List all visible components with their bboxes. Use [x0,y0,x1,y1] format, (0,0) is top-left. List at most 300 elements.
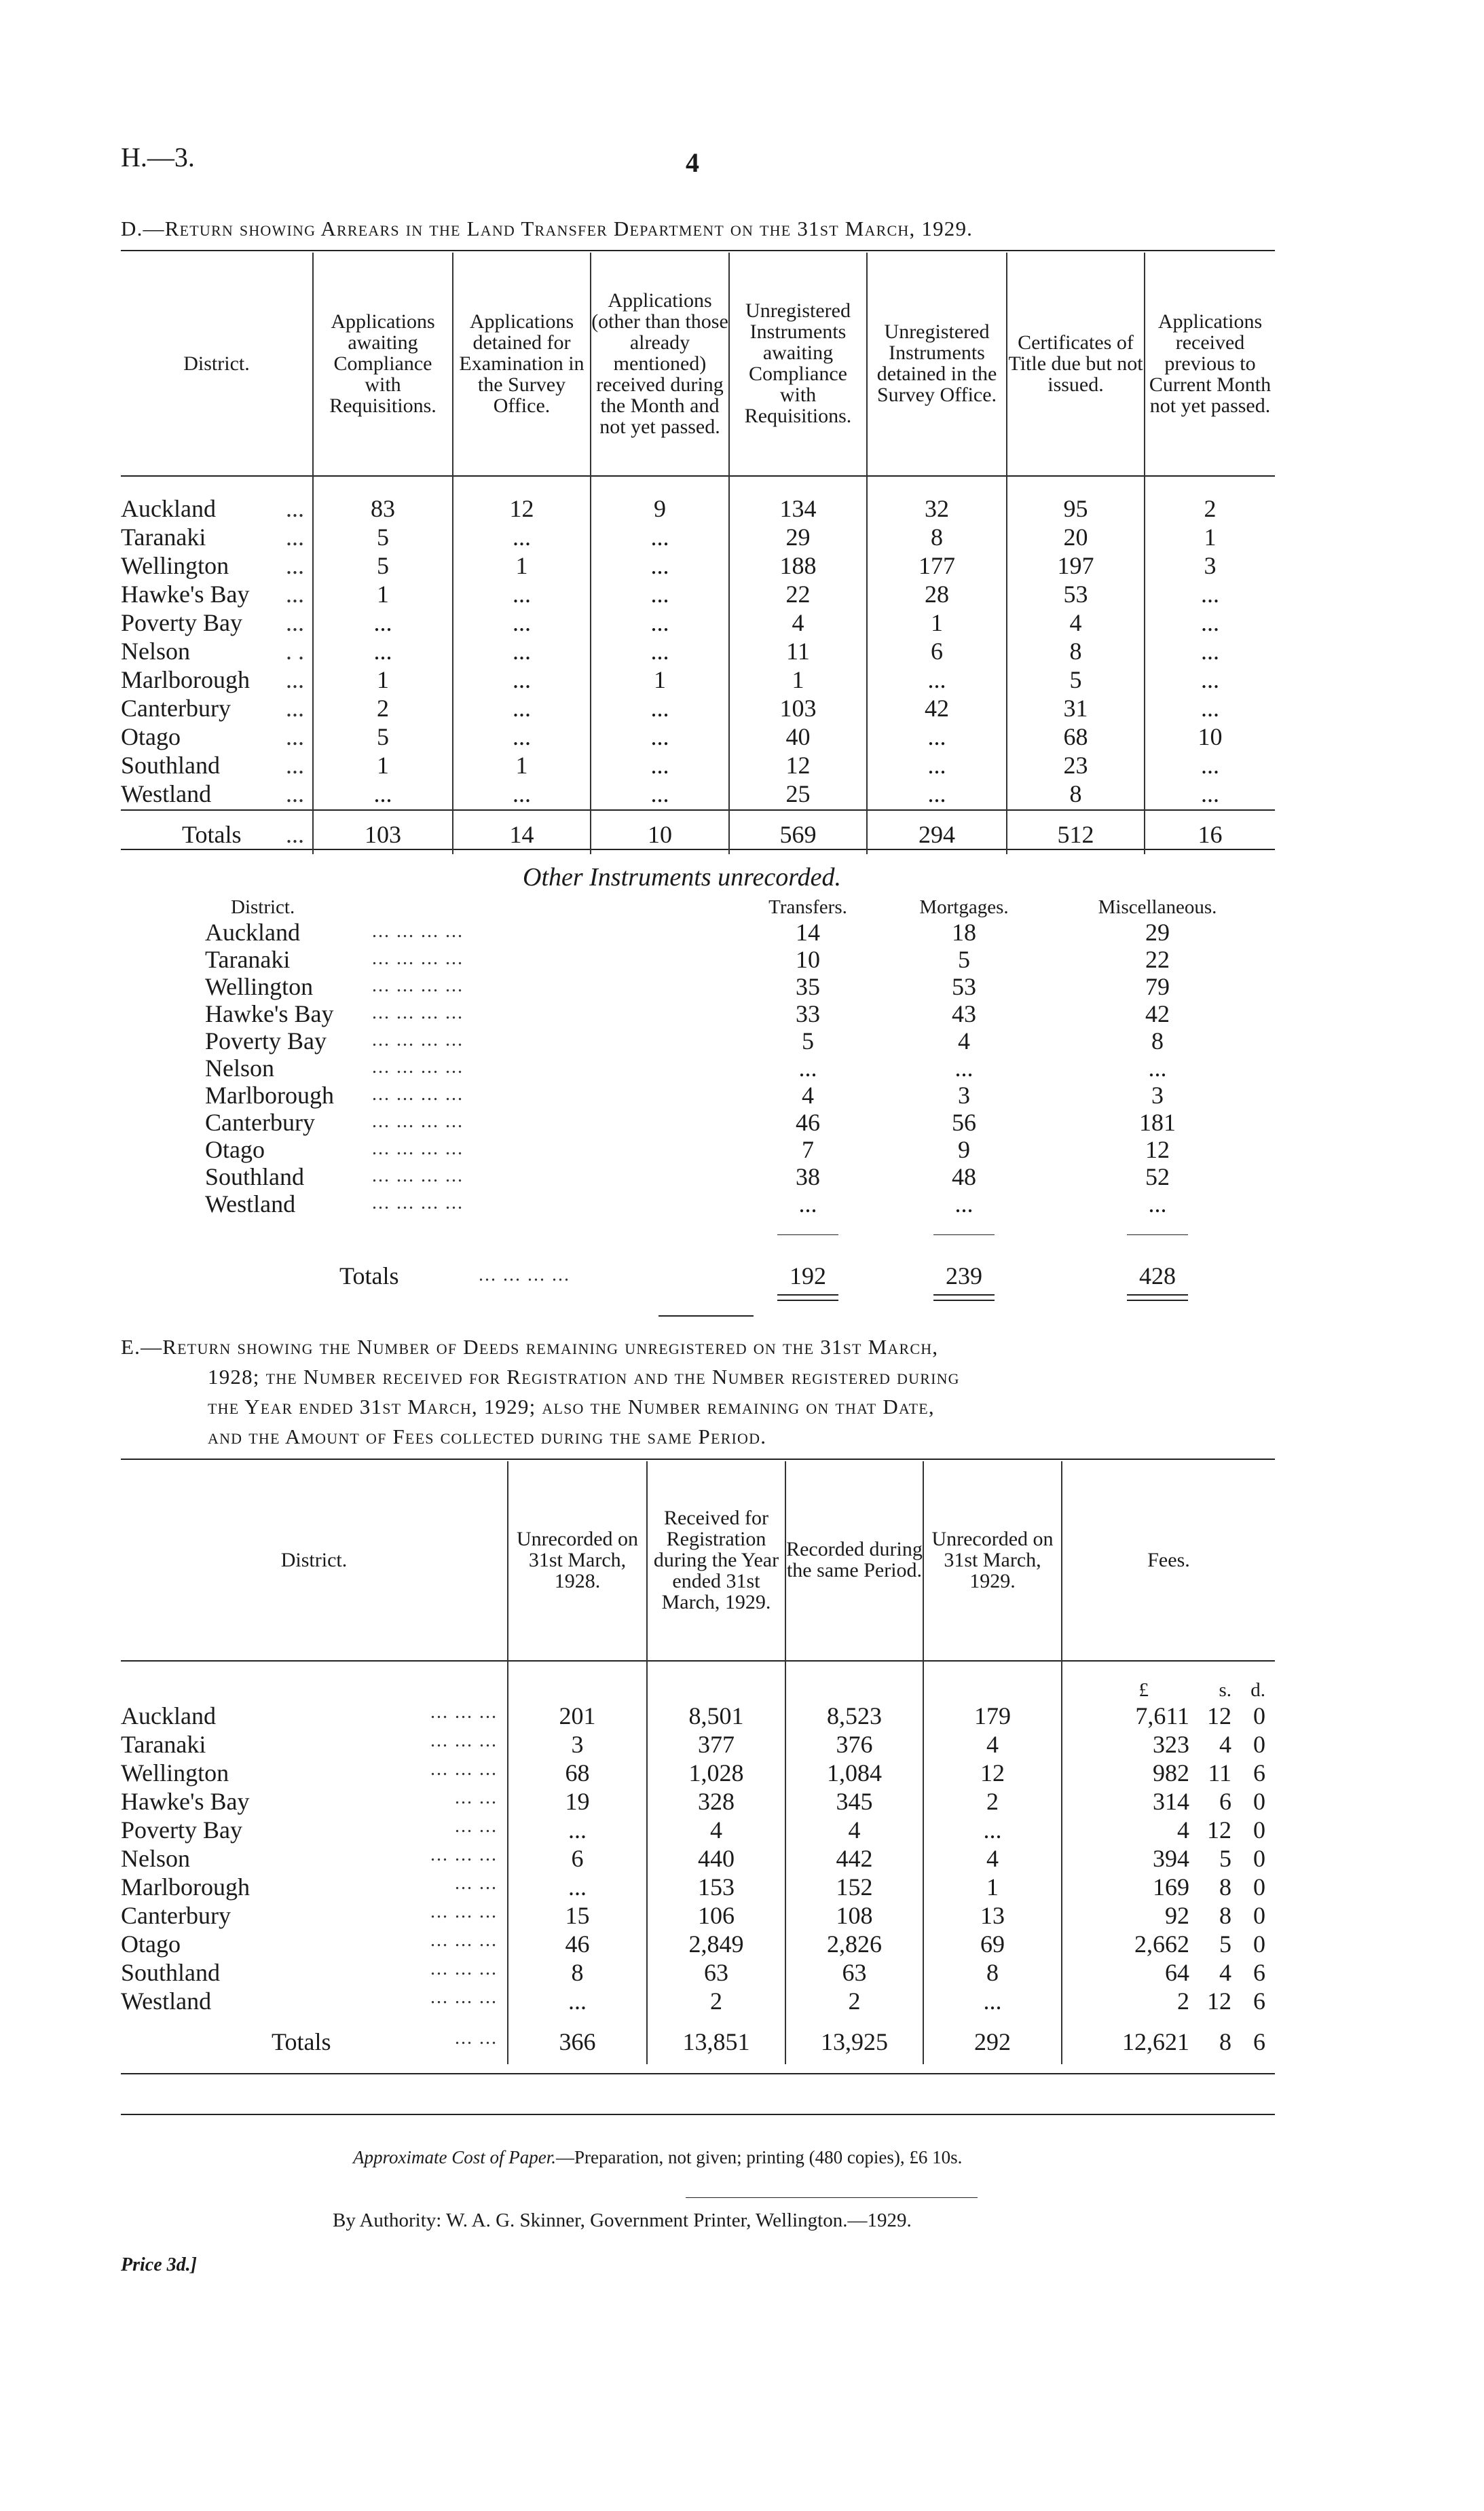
leader-dots: ... [286,552,304,579]
table-row [121,580,1275,608]
value-cell: 377 [647,1730,785,1759]
leader-dots: ... ... ... ... [372,1029,464,1050]
value-cell: 2,849 [647,1930,785,1958]
leader-dots: ... ... ... [430,1958,498,1979]
value-cell: 4 [729,608,867,637]
table-row [121,1987,1275,2015]
district-cell [121,665,313,694]
value-cell: 95 [1007,494,1145,523]
value-cell: ... [1145,580,1275,608]
fees-pence: 0 [1253,1873,1265,1901]
value-cell: ... [923,1816,1062,1844]
table-d [121,253,1275,854]
value-cell: 23 [1007,751,1145,780]
district-cell [121,694,313,722]
fees-cell [1062,1958,1275,1987]
leader-dots: ... ... [455,1816,498,1837]
value-cell: 31 [1007,694,1145,722]
table-row [121,1873,1275,1901]
district-cell [121,1730,508,1759]
district-cell [121,551,313,580]
value-cell: ... [923,1987,1062,2015]
leader-dots: ... ... ... ... [372,975,464,996]
pence-symbol: d. [1250,1679,1265,1701]
leader-dots: ... [286,666,304,693]
leader-dots: ... ... ... [430,1930,498,1951]
fees-shillings: 6 [1219,1788,1231,1815]
value-cell: 29 [1145,919,1170,946]
value-cell: ... [591,580,729,608]
value-cell: 376 [785,1730,923,1759]
fees-pence: 0 [1253,1816,1265,1844]
table-e-col-unrecorded-1929: Unrecorded on 31st March, 1929. [923,1461,1062,1658]
value-cell: ... [1145,665,1275,694]
value-cell: 4 [923,1730,1062,1759]
fees-pounds: 169 [1153,1873,1189,1901]
value-cell: 103 [313,815,453,854]
value-cell: 152 [785,1873,923,1901]
table-e-totals-rule [121,2073,1275,2074]
leader-dots: ... ... ... ... [372,921,464,942]
value-cell: ... [591,637,729,665]
fees-pounds: 64 [1165,1959,1189,1986]
value-cell: ... [1145,637,1275,665]
value-cell: 428 [1139,1262,1176,1289]
district-name: Poverty Bay [121,609,242,636]
value-cell: 2 [647,1987,785,2015]
value-cell: ... [453,694,591,722]
leader-dots: ... [286,780,304,807]
fees-shillings: 12 [1207,1702,1231,1729]
value-cell: 46 [508,1930,647,1958]
district-name: Auckland [205,919,300,946]
district-name: Canterbury [205,1109,315,1136]
district-name: Totals [272,2028,331,2055]
district-cell [121,1901,508,1930]
leader-dots: ... [286,581,304,608]
value-cell: 12 [923,1759,1062,1787]
district-cell [121,1702,508,1730]
table-e-caption-line-1: E.—Return showing the Number of Deeds remaining unregistered on the 31st March, [121,1335,939,1359]
table-d-col-unregistered-compliance: Unregistered Instruments awaiting Compliance with Requisitions. [729,253,867,474]
table-e-caption [121,1332,1282,1452]
value-cell: ... [313,608,453,637]
price-note: Price 3d.] [121,2254,197,2275]
value-cell: 9 [591,494,729,523]
value-cell: 1 [591,665,729,694]
value-cell: 4 [802,1082,814,1109]
value-cell: 4 [647,1816,785,1844]
district-name: Otago [121,1930,181,1958]
district-name: Poverty Bay [121,1816,242,1844]
value-cell: ... [508,1987,647,2015]
value-cell: 1 [313,580,453,608]
district-name: Taranaki [121,1731,206,1758]
value-cell: ... [1145,751,1275,780]
value-cell: ... [453,523,591,551]
fees-cell [1062,1901,1275,1930]
value-cell: 19 [508,1787,647,1816]
value-cell: ... [591,751,729,780]
leader-dots: ... ... ... ... [479,1264,570,1285]
value-cell: 11 [729,637,867,665]
district-name: Hawke's Bay [121,1788,250,1815]
fees-pounds: 2,662 [1134,1930,1189,1958]
fees-cell [1062,1844,1275,1873]
fees-shillings: 5 [1219,1930,1231,1958]
fees-pounds: 323 [1153,1731,1189,1758]
leader-dots: ... ... ... ... [372,1002,464,1023]
table-row [121,637,1275,665]
value-cell: 4 [785,1816,923,1844]
value-cell: 12 [1145,1136,1170,1163]
sum-rule [1127,1294,1188,1296]
value-cell: 1 [923,1873,1062,1901]
value-cell: ... [453,665,591,694]
fees-shillings: 12 [1207,1816,1231,1844]
fees-shillings: 4 [1219,1731,1231,1758]
value-cell: 10 [591,815,729,854]
district-name: Totals [182,821,242,848]
value-cell: 153 [647,1873,785,1901]
district-name: Auckland [121,1702,216,1729]
leader-dots: ... ... [455,1787,498,1808]
district-name: Wellington [121,1759,229,1786]
spacer-cell [785,1658,923,1702]
table-e-col-district: District. [280,1548,348,1571]
fees-pounds: 394 [1153,1845,1189,1872]
shilling-symbol: s. [1219,1679,1231,1701]
leader-dots: ... [286,524,304,551]
table-e-col-unrecorded-1928: Unrecorded on 31st March, 1928. [508,1461,647,1658]
fees-pounds: 92 [1165,1902,1189,1929]
value-cell: 188 [729,551,867,580]
value-cell: 197 [1007,551,1145,580]
district-name: Wellington [121,552,229,579]
table-d-col-district: District. [183,352,250,375]
table-d-caption-prefix: D.— [121,217,165,240]
value-cell: ... [591,608,729,637]
value-cell: ... [591,694,729,722]
fees-cell [1062,1702,1275,1730]
leader-dots: ... [286,723,304,750]
district-cell [121,637,313,665]
value-cell: 345 [785,1787,923,1816]
value-cell: 22 [1145,946,1170,973]
value-cell: 4 [1007,608,1145,637]
cost-of-paper-note [353,2147,962,2168]
value-cell: 103 [729,694,867,722]
value-cell: 20 [1007,523,1145,551]
spacer-cell [121,808,313,815]
value-cell: 9 [958,1136,970,1163]
value-cell: 35 [796,973,820,1000]
table-d-col-previous-month: Applications received previous to Current Month not yet passed. [1145,253,1275,474]
cost-text: —Preparation, not given; printing (480 copies), £6 10s. [555,2147,963,2167]
value-cell: 442 [785,1844,923,1873]
table-row [121,608,1275,637]
district-cell [121,1958,508,1987]
value-cell: ... [591,523,729,551]
value-cell: 32 [867,494,1007,523]
sum-rule [777,1300,838,1301]
value-cell: 42 [867,694,1007,722]
value-cell: 4 [923,1844,1062,1873]
district-name: Southland [121,1959,221,1986]
table-d-col-unregistered-survey: Unregistered Instruments detained in the Survey Office. [867,253,1007,474]
value-cell: 3 [1151,1082,1164,1109]
district-name: Westland [121,1987,212,2015]
district-name: Westland [205,1190,296,1217]
table-row [121,1958,1275,1987]
district-name: Otago [205,1136,265,1163]
value-cell: 3 [958,1082,970,1109]
value-cell: 52 [1145,1163,1170,1190]
value-cell: 25 [729,780,867,808]
district-cell [121,780,313,808]
district-name: Taranaki [121,524,206,551]
value-cell: 6 [867,637,1007,665]
value-cell: 38 [796,1163,820,1190]
fees-pence: 0 [1253,1902,1265,1929]
table-row [121,751,1275,780]
value-cell: 12 [453,494,591,523]
value-cell: 13,851 [647,2019,785,2064]
value-cell: 1 [729,665,867,694]
district-name: Auckland [121,495,216,522]
fees-pence: 0 [1253,1845,1265,1872]
value-cell: 134 [729,494,867,523]
value-cell: 4 [958,1027,970,1055]
value-cell: 83 [313,494,453,523]
table-row [121,523,1275,551]
fees-pence: 6 [1253,1987,1265,2015]
table-e-caption-line-4: and the Amount of Fees collected during the same Period. [208,1425,767,1448]
value-cell: 8 [923,1958,1062,1987]
value-cell: 440 [647,1844,785,1873]
spacer-cell [453,808,591,815]
spacer-cell [923,1658,1062,1702]
value-cell: 53 [952,973,976,1000]
value-cell: ... [591,780,729,808]
value-cell: 53 [1007,580,1145,608]
fees-shillings: 11 [1208,1759,1231,1786]
value-cell: ... [798,1190,817,1217]
printer-authority: By Authority: W. A. G. Skinner, Government Printer, Wellington.—1929. [333,2210,912,2231]
district-cell [121,1816,508,1844]
district-name: Southland [121,752,221,779]
value-cell: 1 [453,751,591,780]
leader-dots: ... [286,495,304,522]
value-cell: 5 [802,1027,814,1055]
fees-pence: 0 [1253,1702,1265,1729]
leader-dots: ... ... [455,2028,498,2049]
district-cell [121,722,313,751]
value-cell: 6 [508,1844,647,1873]
value-cell: ... [508,1816,647,1844]
table-row [121,1759,1275,1787]
value-cell: ... [798,1055,817,1082]
value-cell: 177 [867,551,1007,580]
value-cell: 181 [1139,1109,1176,1136]
district-name: Nelson [121,638,190,665]
fees-pence: 6 [1253,2028,1265,2055]
leader-dots: ... ... ... ... [372,1192,464,1213]
fees-pounds: 2 [1177,1987,1189,2015]
value-cell: 5 [1007,665,1145,694]
leader-dots: ... ... ... ... [372,1165,464,1186]
value-cell: 1 [313,665,453,694]
fees-pounds: 982 [1153,1759,1189,1786]
value-cell: 10 [796,946,820,973]
district-name: Hawke's Bay [121,581,250,608]
district-name: Hawke's Bay [205,1000,334,1027]
value-cell: 42 [1145,1000,1170,1027]
value-cell: 294 [867,815,1007,854]
fees-shillings: 8 [1219,1902,1231,1929]
value-cell: 1 [313,751,453,780]
table-row [121,1730,1275,1759]
table-e-caption-line-2: 1928; the Number received for Registration and the Number registered during [208,1365,960,1389]
district-name: Nelson [205,1055,274,1082]
table-d-col-detained-examination: Applications detained for Examination in the Survey Office. [453,253,591,474]
fees-pence: 0 [1253,1731,1265,1758]
sum-rule [777,1234,838,1235]
spacer-cell [729,808,867,815]
value-cell: 5 [958,946,970,973]
other-instruments-title: Other Instruments unrecorded. [523,863,841,892]
value-cell: 8 [867,523,1007,551]
value-cell: ... [591,551,729,580]
value-cell: 79 [1145,973,1170,1000]
value-cell: ... [453,722,591,751]
table-e-body [121,1658,1275,2064]
table-row [121,1787,1275,1816]
table-e [121,1461,1275,2064]
fees-cell [1062,1873,1275,1901]
value-cell: 7 [802,1136,814,1163]
other-col-mortgages: Mortgages. [919,896,1009,918]
table-row [121,1901,1275,1930]
currency-header-row [121,1658,1275,1702]
other-instruments-district-label: District. [231,896,295,918]
table-row [121,1930,1275,1958]
spacer-cell [508,1658,647,1702]
district-name: Marlborough [121,666,250,693]
value-cell: 3 [508,1730,647,1759]
other-col-transfers: Transfers. [768,896,847,918]
leader-dots: ... ... ... ... [372,1111,464,1132]
value-cell: 68 [508,1759,647,1787]
value-cell: 56 [952,1109,976,1136]
value-cell: 40 [729,722,867,751]
district-cell [121,815,313,854]
sum-rule [777,1294,838,1296]
leader-dots: ... ... ... [430,1987,498,2008]
value-cell: 2 [923,1787,1062,1816]
table-d-col-certificates-due: Certificates of Title due but not issued. [1007,253,1145,474]
table-e-col-recorded: Recorded during the same Period. [785,1461,923,1658]
value-cell: 18 [952,919,976,946]
table-e-bottom-rule [121,2114,1275,2115]
value-cell: 14 [453,815,591,854]
district-cell [121,1759,508,1787]
table-row [121,694,1275,722]
spacer-cell [591,808,729,815]
leader-dots: ... ... ... ... [372,948,464,969]
leader-dots: ... ... ... [430,1702,498,1723]
sum-rule [1127,1300,1188,1301]
value-cell: ... [313,637,453,665]
value-cell: 512 [1007,815,1145,854]
table-row [121,780,1275,808]
table-d-col-awaiting-compliance: Applications awaiting Compliance with Requisitions. [313,253,453,474]
cost-label: Approximate Cost of Paper. [353,2147,556,2167]
value-cell: ... [313,780,453,808]
district-name: Poverty Bay [205,1027,327,1055]
fees-pence: 0 [1253,1930,1265,1958]
value-cell: 5 [313,523,453,551]
fees-shillings: 12 [1207,1987,1231,2015]
district-name: Totals [339,1262,399,1289]
fees-cell [1062,1816,1275,1844]
table-e-caption-line-3: the Year ended 31st March, 1929; also the Number remaining on that Date, [208,1395,935,1418]
fees-cell [1062,1759,1275,1787]
leader-dots: ... ... ... [430,1759,498,1780]
fees-pence: 6 [1253,1759,1265,1786]
district-cell [121,1787,508,1816]
table-d-top-rule [121,250,1275,251]
value-cell: 15 [508,1901,647,1930]
totals-row [121,2019,1275,2064]
value-cell: ... [867,751,1007,780]
table-row [121,1816,1275,1844]
fees-pounds: 12,621 [1122,2028,1189,2055]
district-cell [121,2019,508,2064]
table-e-col-fees: Fees. [1062,1461,1275,1658]
section-divider [658,1315,754,1317]
district-cell [121,1873,508,1901]
table-d-caption-text: Return showing Arrears in the Land Transfer Department on the 31st March, 1929. [164,217,973,240]
value-cell: 14 [796,919,820,946]
value-cell: 48 [952,1163,976,1190]
district-name: Canterbury [121,695,231,722]
footer-rule [686,2197,978,2198]
value-cell: ... [867,722,1007,751]
value-cell: 239 [946,1262,982,1289]
fees-cell [1062,1787,1275,1816]
district-name: Taranaki [205,946,291,973]
value-cell: 328 [647,1787,785,1816]
value-cell: ... [1145,780,1275,808]
district-cell [121,608,313,637]
value-cell: 8 [1151,1027,1164,1055]
spacer-cell [1145,808,1275,815]
value-cell: 12 [729,751,867,780]
district-name: Southland [205,1163,305,1190]
value-cell: 8,523 [785,1702,923,1730]
value-cell: 63 [647,1958,785,1987]
spacer-cell [1007,808,1145,815]
fees-shillings: 5 [1219,1845,1231,1872]
district-cell [121,751,313,780]
spacer-cell [647,1658,785,1702]
leader-dots: ... ... ... ... [372,1138,464,1159]
value-cell: 2 [785,1987,923,2015]
leader-dots: ... ... ... ... [372,1084,464,1105]
spacer-row [121,808,1275,815]
totals-row [121,815,1275,854]
